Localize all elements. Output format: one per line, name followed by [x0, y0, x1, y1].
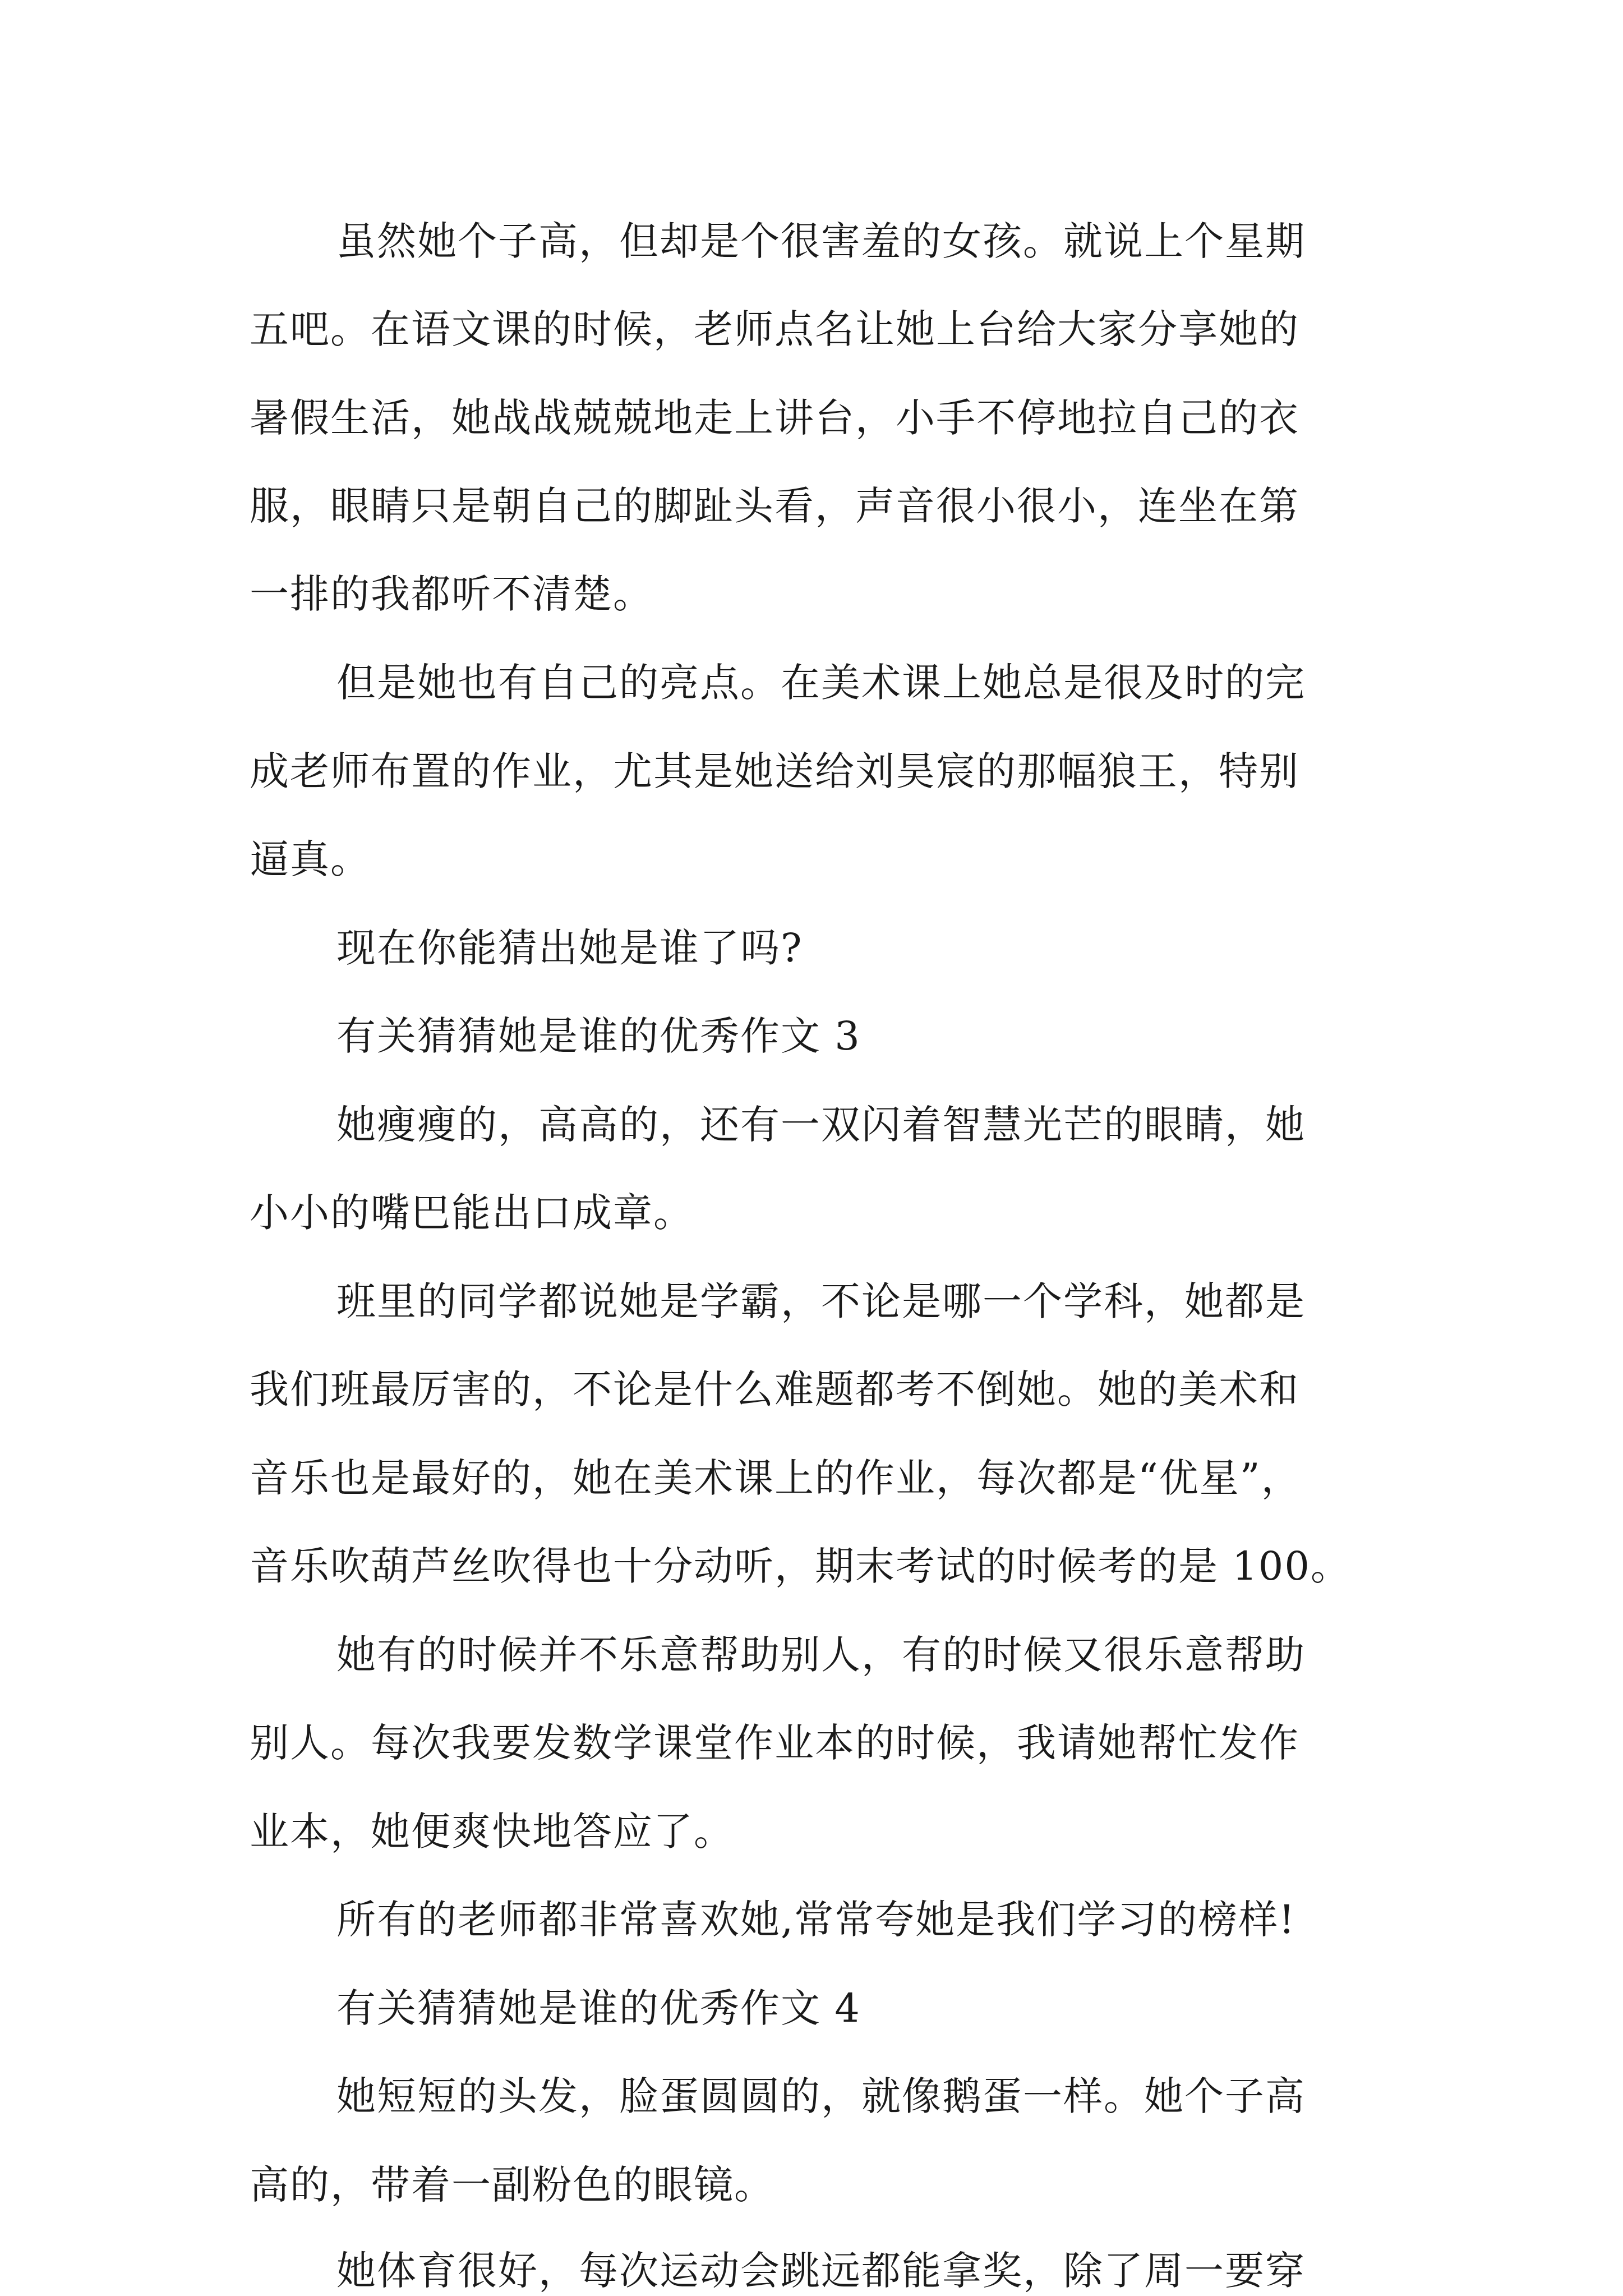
text-line: 逼真。 — [250, 836, 371, 882]
section-heading: 有关猜猜她是谁的优秀作文 4 — [336, 1985, 861, 2031]
text-line: 小小的嘴巴能出口成章。 — [250, 1190, 694, 1236]
text-line: 但是她也有自己的亮点。在美术课上她总是很及时的完 — [336, 660, 1306, 706]
text-line: 成老师布置的作业，尤其是她送给刘昊宸的那幅狼王，特别 — [250, 748, 1299, 794]
text-line: 现在你能猜出她是谁了吗? — [336, 925, 803, 971]
text-line: 五吧。在语文课的时候，老师点名让她上台给大家分享她的 — [250, 306, 1299, 352]
section-heading: 有关猜猜她是谁的优秀作文 3 — [336, 1013, 861, 1059]
text-line: 别人。每次我要发数学课堂作业本的时候，我请她帮忙发作 — [250, 1720, 1299, 1766]
text-line: 我们班最厉害的，不论是什么难题都考不倒她。她的美术和 — [250, 1366, 1299, 1412]
text-line: 她有的时候并不乐意帮助别人，有的时候又很乐意帮助 — [336, 1632, 1306, 1678]
text-line: 音乐也是最好的，她在美术课上的作业，每次都是“优星”， — [250, 1455, 1302, 1501]
text-line: 她短短的头发，脸蛋圆圆的，就像鹅蛋一样。她个子高 — [336, 2073, 1306, 2119]
text-line: 她瘦瘦的，高高的，还有一双闪着智慧光芒的眼睛，她 — [336, 1102, 1306, 1148]
text-line: 服，眼睛只是朝自己的脚趾头看，声音很小很小，连坐在第 — [250, 483, 1299, 529]
text-line: 音乐吹葫芦丝吹得也十分动听，期末考试的时候考的是 100。 — [250, 1543, 1351, 1589]
text-line: 班里的同学都说她是学霸，不论是哪一个学科，她都是 — [336, 1278, 1306, 1324]
text-line: 高的，带着一副粉色的眼镜。 — [250, 2162, 774, 2208]
text-line: 她体育很好，每次运动会跳远都能拿奖，除了周一要穿 — [336, 2248, 1306, 2294]
text-line: 所有的老师都非常喜欢她,常常夸她是我们学习的榜样! — [336, 1897, 1296, 1943]
text-line: 一排的我都听不清楚。 — [250, 571, 653, 617]
text-line: 虽然她个子高，但却是个很害羞的女孩。就说上个星期 — [336, 218, 1306, 264]
text-line: 业本，她便爽快地答应了。 — [250, 1809, 734, 1855]
text-line: 暑假生活，她战战兢兢地走上讲台，小手不停地拉自己的衣 — [250, 395, 1299, 441]
